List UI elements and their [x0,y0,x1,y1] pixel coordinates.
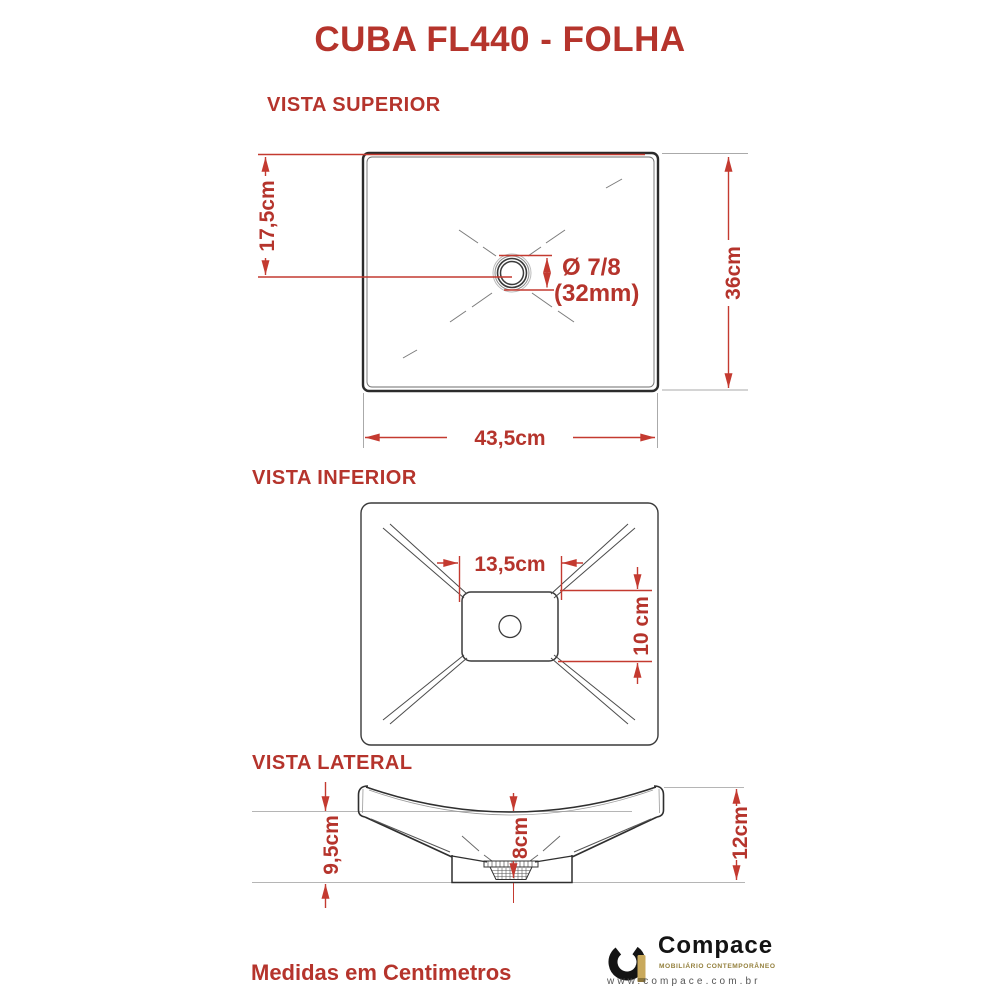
bottom-view-drawing [361,503,658,745]
dim-total-height: 36cm [722,246,745,300]
side-view-drawing [252,782,752,908]
logo-brand-text: Compace [658,932,774,959]
dim-total-width: 43,5cm [474,427,546,450]
logo-tagline: MOBILIÁRIO CONTEMPORÂNEO [659,963,776,970]
bottom-view-label: VISTA INFERIOR [252,467,417,489]
logo-website: www.compace.com.br [607,976,761,987]
drain-fitting [484,861,538,880]
dim-drain-diameter: Ø 7/8 [562,254,621,281]
dim-drain-diameter-mm: (32mm) [554,280,640,307]
drain-hole [493,254,531,292]
dim-side-total-height: 12cm [729,806,752,860]
dim-body-height: 9,5cm [320,815,343,875]
dim-base-depth: 10 cm [630,596,653,656]
dim-top-to-drain: 17,5cm [256,180,279,252]
dim-base-width: 13,5cm [474,553,546,576]
top-view-label: VISTA SUPERIOR [267,94,441,116]
dim-bowl-depth: 8cm [509,816,532,860]
side-view-label: VISTA LATERAL [252,752,413,774]
top-view-drawing [256,153,748,450]
units-note: Medidas em Centimetros [251,960,512,985]
compace-logo [606,926,776,990]
page-title: CUBA FL440 - FOLHA [314,20,686,59]
